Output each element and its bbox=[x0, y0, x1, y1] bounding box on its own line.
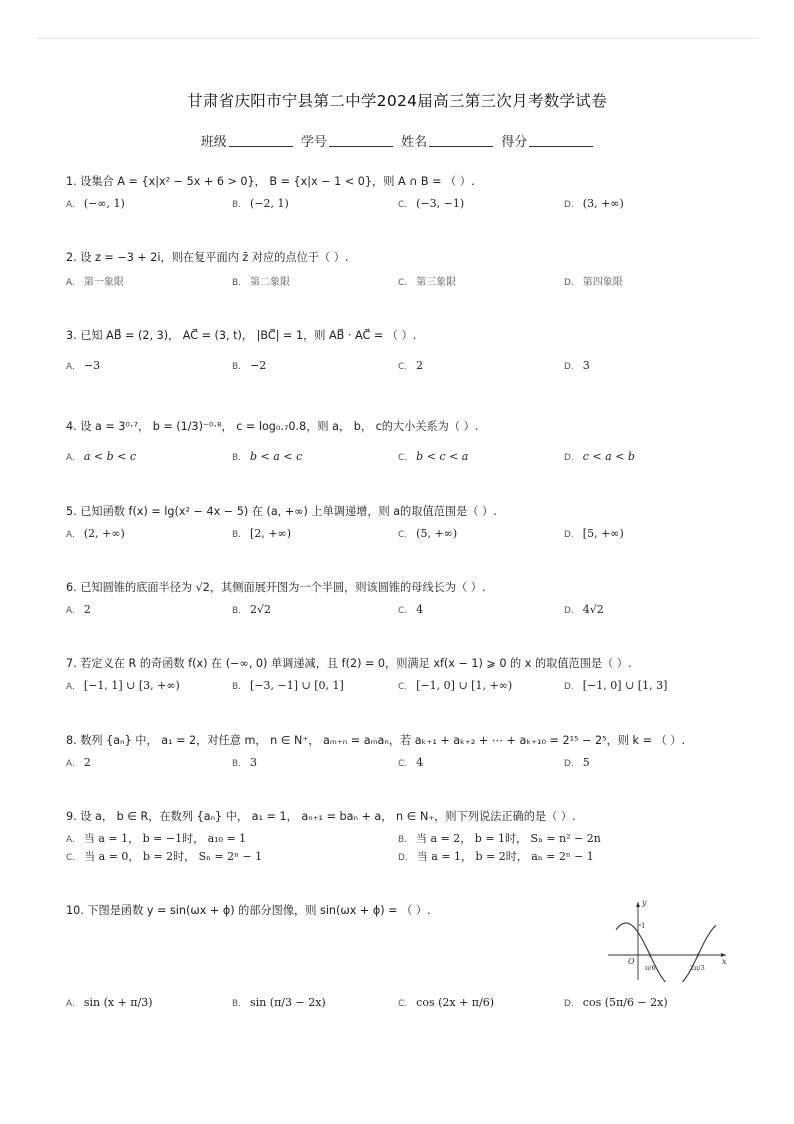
question-5 bbox=[66, 503, 754, 545]
class-label: 班级 bbox=[200, 135, 227, 150]
option-text: (−∞, 1) bbox=[83, 197, 125, 210]
option-text: [2, +∞) bbox=[250, 527, 292, 540]
option-row bbox=[66, 450, 754, 468]
name-field[interactable] bbox=[401, 131, 493, 150]
question-stem: 10. 下图是函数 y = sin(ωx + ϕ) 的部分图像，则 sin(ωx + ϕ) = （ ）. bbox=[66, 904, 431, 917]
option-text: 第三象限 bbox=[416, 277, 457, 288]
option-label: C. bbox=[398, 530, 408, 540]
question-stem: 9. 设 a， b ∈ R，在数列 {aₙ} 中， a₁ = 1， aₙ₊₁ = baₙ + a， n ∈ N₊，则下列说法正确的是（ ）. bbox=[66, 810, 576, 823]
option-b[interactable] bbox=[232, 996, 326, 1009]
question-9 bbox=[66, 808, 754, 866]
option-label: C. bbox=[398, 759, 408, 769]
option-text: 2√2 bbox=[250, 603, 272, 616]
option-label: D. bbox=[564, 759, 574, 769]
option-label: A. bbox=[66, 200, 75, 210]
option-text: 当 a = 0， b = 2时， Sₙ = 2ⁿ − 1 bbox=[84, 850, 263, 863]
option-d[interactable] bbox=[564, 197, 624, 210]
option-c[interactable] bbox=[398, 273, 456, 288]
option-text: (3, +∞) bbox=[582, 197, 624, 210]
option-text: 第一象限 bbox=[83, 277, 124, 288]
option-d[interactable] bbox=[564, 450, 635, 463]
option-label: D. bbox=[564, 682, 574, 692]
student-id-blank[interactable] bbox=[329, 134, 393, 147]
option-text: (5, +∞) bbox=[416, 527, 458, 540]
class-blank[interactable] bbox=[229, 134, 293, 147]
option-b[interactable] bbox=[232, 679, 344, 692]
option-b[interactable] bbox=[232, 756, 257, 769]
option-a[interactable] bbox=[66, 679, 180, 692]
option-text: a < b < c bbox=[83, 450, 137, 463]
top-divider bbox=[36, 38, 758, 39]
option-label: C. bbox=[398, 999, 408, 1009]
option-text: [5, +∞) bbox=[582, 527, 624, 540]
option-label: A. bbox=[66, 606, 75, 616]
sine-curve bbox=[616, 923, 716, 982]
option-text: b < a < c bbox=[250, 450, 303, 463]
option-a[interactable] bbox=[66, 830, 246, 846]
option-c[interactable] bbox=[398, 996, 494, 1009]
option-b[interactable] bbox=[232, 197, 289, 210]
option-row bbox=[66, 756, 754, 774]
question-stem: 3. 已知 AB⃗ = (2, 3)， AC⃗ = (3, t)， |BC⃗| = 1，则 AB⃗ · AC⃗ = （ ）. bbox=[66, 329, 417, 342]
option-c[interactable] bbox=[66, 848, 262, 864]
option-label: A. bbox=[66, 999, 75, 1009]
option-label: B. bbox=[398, 835, 408, 845]
option-row bbox=[66, 273, 754, 291]
option-row bbox=[66, 848, 754, 866]
option-row bbox=[66, 527, 754, 545]
option-text: 4 bbox=[416, 756, 424, 769]
option-d[interactable] bbox=[564, 603, 604, 616]
option-a[interactable] bbox=[66, 996, 153, 1009]
option-d[interactable] bbox=[398, 848, 594, 864]
option-row bbox=[66, 197, 754, 215]
option-label: B. bbox=[232, 606, 242, 616]
option-label: D. bbox=[398, 853, 408, 863]
option-row bbox=[66, 603, 754, 621]
option-b[interactable] bbox=[232, 273, 290, 288]
option-label: B. bbox=[232, 682, 242, 692]
option-label: D. bbox=[564, 606, 574, 616]
question-stem: 5. 已知函数 f(x) = lg(x² − 4x − 5) 在 (a, +∞) 上单调递增，则 a的取值范围是（ ）. bbox=[66, 505, 497, 518]
option-label: B. bbox=[232, 999, 242, 1009]
option-text: cos (5π/6 − 2x) bbox=[582, 996, 668, 1009]
option-label: D. bbox=[564, 200, 574, 210]
option-a[interactable] bbox=[66, 527, 125, 540]
option-text: c < a < b bbox=[582, 450, 635, 463]
option-d[interactable] bbox=[564, 756, 590, 769]
option-label: C. bbox=[398, 453, 408, 463]
class-field[interactable] bbox=[201, 131, 293, 150]
name-blank[interactable] bbox=[429, 134, 493, 147]
option-text: 第二象限 bbox=[250, 277, 291, 288]
option-d[interactable] bbox=[564, 996, 668, 1009]
option-text: 4√2 bbox=[582, 603, 604, 616]
option-row bbox=[66, 830, 754, 848]
option-label: A. bbox=[66, 453, 75, 463]
question-stem: 6. 已知圆锥的底面半径为 √2，其侧面展开图为一个半圆，则该圆锥的母线长为（ ）. bbox=[66, 581, 486, 594]
option-label: A. bbox=[66, 278, 75, 288]
option-row bbox=[66, 679, 754, 697]
question-3 bbox=[66, 327, 754, 377]
option-label: D. bbox=[564, 453, 574, 463]
score-label: 得分 bbox=[501, 135, 528, 150]
option-b[interactable] bbox=[398, 830, 601, 846]
option-b[interactable] bbox=[232, 603, 271, 616]
option-row bbox=[66, 359, 754, 377]
question-1 bbox=[66, 173, 754, 215]
option-text: 2 bbox=[416, 359, 424, 372]
option-text: −2 bbox=[250, 359, 267, 372]
option-label: B. bbox=[232, 453, 242, 463]
y-axis-label: y bbox=[642, 898, 647, 907]
option-label: A. bbox=[66, 835, 75, 845]
option-label: C. bbox=[398, 682, 408, 692]
option-c[interactable] bbox=[398, 450, 468, 463]
option-c[interactable] bbox=[398, 679, 512, 692]
y-tick-one-label: 1 bbox=[641, 922, 646, 930]
option-text: (−3, −1) bbox=[416, 197, 465, 210]
option-label: C. bbox=[398, 606, 408, 616]
option-text: 第四象限 bbox=[582, 277, 623, 288]
student-info-line bbox=[0, 131, 794, 150]
option-text: 5 bbox=[582, 756, 590, 769]
question-stem: 1. 设集合 A = {x|x² − 5x + 6 > 0}， B = {x|x − 1 < 0}，则 A ∩ B = （ ）. bbox=[66, 175, 475, 188]
option-b[interactable] bbox=[232, 450, 302, 463]
option-row bbox=[66, 996, 754, 1014]
question-2 bbox=[66, 249, 754, 291]
option-a[interactable] bbox=[66, 756, 91, 769]
y-axis-arrow-icon bbox=[636, 902, 640, 907]
option-a[interactable] bbox=[66, 603, 91, 616]
option-c[interactable] bbox=[398, 359, 423, 372]
option-d[interactable] bbox=[564, 359, 590, 372]
option-label: B. bbox=[232, 530, 242, 540]
option-label: C. bbox=[398, 362, 408, 372]
option-b[interactable] bbox=[232, 527, 291, 540]
option-label: D. bbox=[564, 530, 574, 540]
option-a[interactable] bbox=[66, 450, 136, 463]
student-id-label: 学号 bbox=[300, 135, 327, 150]
name-label: 姓名 bbox=[401, 135, 428, 150]
option-text: sin (π/3 − 2x) bbox=[250, 996, 326, 1009]
option-label: B. bbox=[232, 759, 242, 769]
option-label: B. bbox=[232, 278, 242, 288]
option-text: [−1, 0] ∪ [1, 3] bbox=[582, 679, 668, 692]
option-text: [−1, 1] ∪ [3, +∞) bbox=[83, 679, 180, 692]
option-text: (2, +∞) bbox=[83, 527, 125, 540]
sine-graph-figure bbox=[604, 898, 732, 982]
option-label: C. bbox=[398, 278, 408, 288]
option-label: D. bbox=[564, 278, 574, 288]
score-blank[interactable] bbox=[529, 134, 593, 147]
option-d[interactable] bbox=[564, 527, 624, 540]
option-text: [−1, 0] ∪ [1, +∞) bbox=[416, 679, 513, 692]
option-text: 2 bbox=[83, 756, 91, 769]
option-label: C. bbox=[398, 200, 408, 210]
x-tick-2pi3-label: 2π/3 bbox=[690, 964, 705, 972]
x-tick-pi6-label: π/6 bbox=[645, 964, 656, 972]
option-b[interactable] bbox=[232, 359, 266, 372]
option-text: [−3, −1] ∪ [0, 1] bbox=[250, 679, 344, 692]
question-7 bbox=[66, 655, 754, 697]
option-text: 当 a = 1， b = −1时， a₁₀ = 1 bbox=[83, 832, 247, 845]
option-a[interactable] bbox=[66, 197, 125, 210]
option-label: B. bbox=[232, 200, 242, 210]
option-c[interactable] bbox=[398, 197, 464, 210]
page-title: 甘肃省庆阳市宁县第二中学2024届高三第三次月考数学试卷 bbox=[187, 92, 607, 110]
option-c[interactable] bbox=[398, 527, 457, 540]
option-label: B. bbox=[232, 362, 242, 372]
option-text: b < c < a bbox=[416, 450, 469, 463]
option-a[interactable] bbox=[66, 359, 100, 372]
option-c[interactable] bbox=[398, 756, 423, 769]
question-stem: 2. 设 z = −3 + 2i，则在复平面内 z̄ 对应的点位于（ ）. bbox=[66, 251, 349, 264]
option-text: −3 bbox=[83, 359, 101, 372]
option-d[interactable] bbox=[564, 679, 667, 692]
question-4 bbox=[66, 418, 754, 468]
option-label: A. bbox=[66, 682, 75, 692]
question-stem: 8. 数列 {aₙ} 中， a₁ = 2，对任意 m， n ∈ N⁺， aₘ₊ₙ = aₘaₙ，若 aₖ₊₁ + aₖ₊₂ + ⋯ + aₖ₊₁₀ = 2¹⁵ − 2⁵，则 k = （ ）. bbox=[66, 734, 686, 747]
x-axis-label: x bbox=[722, 957, 727, 966]
option-text: 4 bbox=[416, 603, 424, 616]
option-text: 2 bbox=[83, 603, 91, 616]
option-a[interactable] bbox=[66, 273, 124, 288]
option-label: D. bbox=[564, 362, 574, 372]
option-text: 3 bbox=[250, 756, 258, 769]
score-field[interactable] bbox=[501, 131, 593, 150]
option-d[interactable] bbox=[564, 273, 623, 288]
question-stem: 7. 若定义在 R 的奇函数 f(x) 在 (−∞, 0) 单调递减，且 f(2) = 0，则满足 xf(x − 1) ⩾ 0 的 x 的取值范围是（ ）. bbox=[66, 657, 632, 670]
option-label: A. bbox=[66, 530, 75, 540]
option-text: 当 a = 1， b = 2时， aₙ = 2ⁿ − 1 bbox=[416, 850, 594, 863]
option-text: (−2, 1) bbox=[250, 197, 289, 210]
option-label: D. bbox=[564, 999, 574, 1009]
option-text: 3 bbox=[582, 359, 590, 372]
option-label: A. bbox=[66, 362, 75, 372]
question-6 bbox=[66, 579, 754, 621]
option-text: 当 a = 2， b = 1时， Sₙ = n² − 2n bbox=[416, 832, 601, 845]
question-8 bbox=[66, 732, 754, 774]
student-id-field[interactable] bbox=[301, 131, 393, 150]
origin-label: O bbox=[628, 957, 635, 966]
option-text: sin (x + π/3) bbox=[83, 996, 153, 1009]
question-stem: 4. 设 a = 3⁰·⁷， b = (1/3)⁻⁰·⁸， c = log₀.₇0.8，则 a， b， c的大小关系为（ ）. bbox=[66, 420, 479, 433]
option-label: A. bbox=[66, 759, 75, 769]
option-c[interactable] bbox=[398, 603, 423, 616]
option-label: C. bbox=[66, 853, 76, 863]
option-text: cos (2x + π/6) bbox=[416, 996, 495, 1009]
